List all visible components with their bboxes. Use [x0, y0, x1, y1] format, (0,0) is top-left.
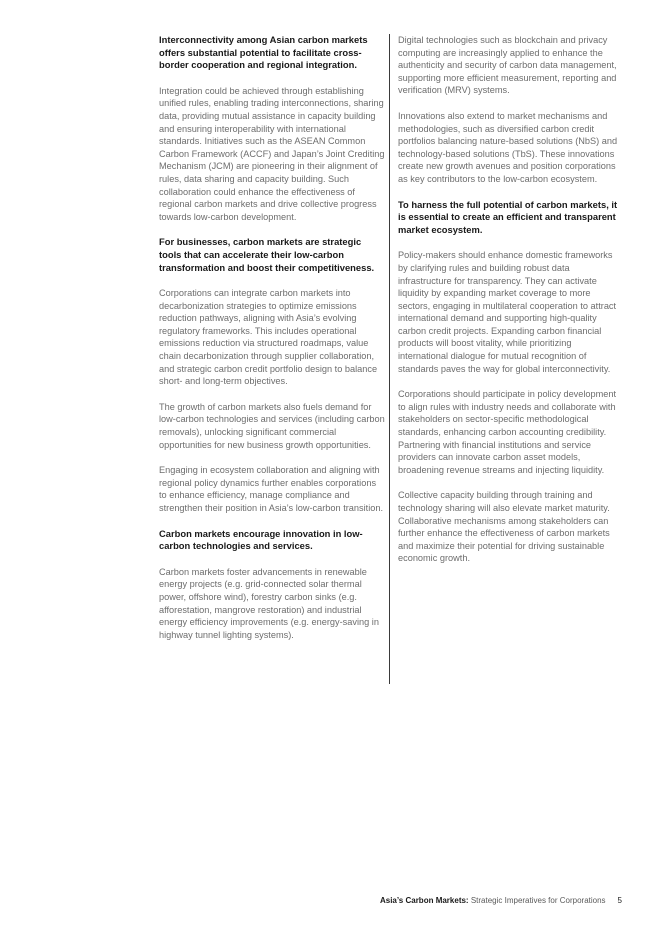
right-column [398, 34, 622, 578]
footer-title-rest: Strategic Imperatives for Corporations [468, 896, 606, 905]
body-paragraph: Policy-makers should enhance domestic frameworks by clarifying rules and building robust data infrastructure for transparency. They can activate liquidity by expanding market coverage to more sectors, engaging in multilateral cooperation to attract international demand and supporting high-quality carbon credit projects. Expanding carbon financial products will boost vitality, while prioritizing international dialogue for mutual recognition of standards paves the way for global interconnectivity. [398, 250, 617, 374]
body-paragraph: Corporations should participate in policy development to align rules with industry needs and collaborate with stakeholders on sector-specific methodological standards, enhancing carbon accounting credibility. Partnering with financial institutions and service providers can innovate carbon asset models, broadening revenue streams and injecting liquidity. [398, 389, 617, 475]
body-paragraph: Carbon markets foster advancements in renewable energy projects (e.g. grid-connected solar thermal power, offshore wind), forestry carbon sinks (e.g. afforestation, mangrove restoration) and industrial energy efficiency improvements (e.g. energy-saving in highway tunnel lighting systems). [159, 566, 379, 640]
body-paragraph: Innovations also extend to market mechanisms and methodologies, such as diversified carbon credit portfolios balancing nature-based solutions (NbS) and technology-based solutions (TbS). These innovations create new growth avenues and position corporations as key contributors to the low-carbon ecosystem. [398, 110, 618, 184]
left-column [159, 34, 390, 684]
footer-title-bold: Asia’s Carbon Markets: [379, 896, 469, 905]
body-paragraph: Integration could be achieved through establishing unified rules, enabling trading interconnections, sharing data, providing mutual assistance in capacity building and ensuring interoperability with international standards. Initiatives such as the ASEAN Common Carbon Framework (ACCF) and Japan’s Joint Crediting Mechanism (JCM) are pioneering in their alignment of rules, data sharing and capacity building. Such collaboration could enhance the effectiveness of regional carbon markets and drive collective progress towards low-carbon development. [159, 85, 385, 222]
section-heading: For businesses, carbon markets are strategic tools that can accelerate their low-carbon transformation and boost their competitiveness. [159, 236, 375, 273]
body-paragraph: Corporations can integrate carbon markets into decarbonization strategies to optimize emissions reduction pathways, aligning with Asia’s evolving regulatory frameworks. This includes operational emissions reduction via structured roadmaps, value chain decarbonization through supplier collaboration, and strategic carbon credit portfolio design to balance short- and long-term objectives. [159, 288, 378, 387]
page-footer [380, 896, 622, 906]
body-paragraph: Digital technologies such as blockchain and privacy computing are increasingly applied to enhance the authenticity and security of carbon data management, supporting more efficient measurement, reporting and verification (MRV) systems. [398, 35, 617, 96]
body-paragraph: Collective capacity building through training and technology sharing will also elevate market maturity. Collaborative mechanisms among stakeholders can further enhance the effectiveness of carbon markets and maximize their potential for driving sustainable economic growth. [398, 490, 610, 564]
section-heading: To harness the full potential of carbon markets, it is essential to create an efficient and transparent market ecosystem. [398, 198, 618, 235]
body-paragraph: Engaging in ecosystem collaboration and aligning with regional policy dynamics further enables corporations to enhance efficiency, manage compliance and strengthen their position in Asia’s low-carbon transition. [159, 465, 384, 513]
section-heading: Interconnectivity among Asian carbon markets offers substantial potential to facilitate cross-border cooperation and regional integration. [159, 34, 368, 71]
section-heading: Carbon markets encourage innovation in low-carbon technologies and services. [159, 527, 363, 552]
body-paragraph: The growth of carbon markets also fuels demand for low-carbon technologies and services (including carbon removals), unlocking significant commercial opportunities for new business growth opportunities. [159, 401, 385, 450]
page-number: 5 [617, 896, 622, 905]
